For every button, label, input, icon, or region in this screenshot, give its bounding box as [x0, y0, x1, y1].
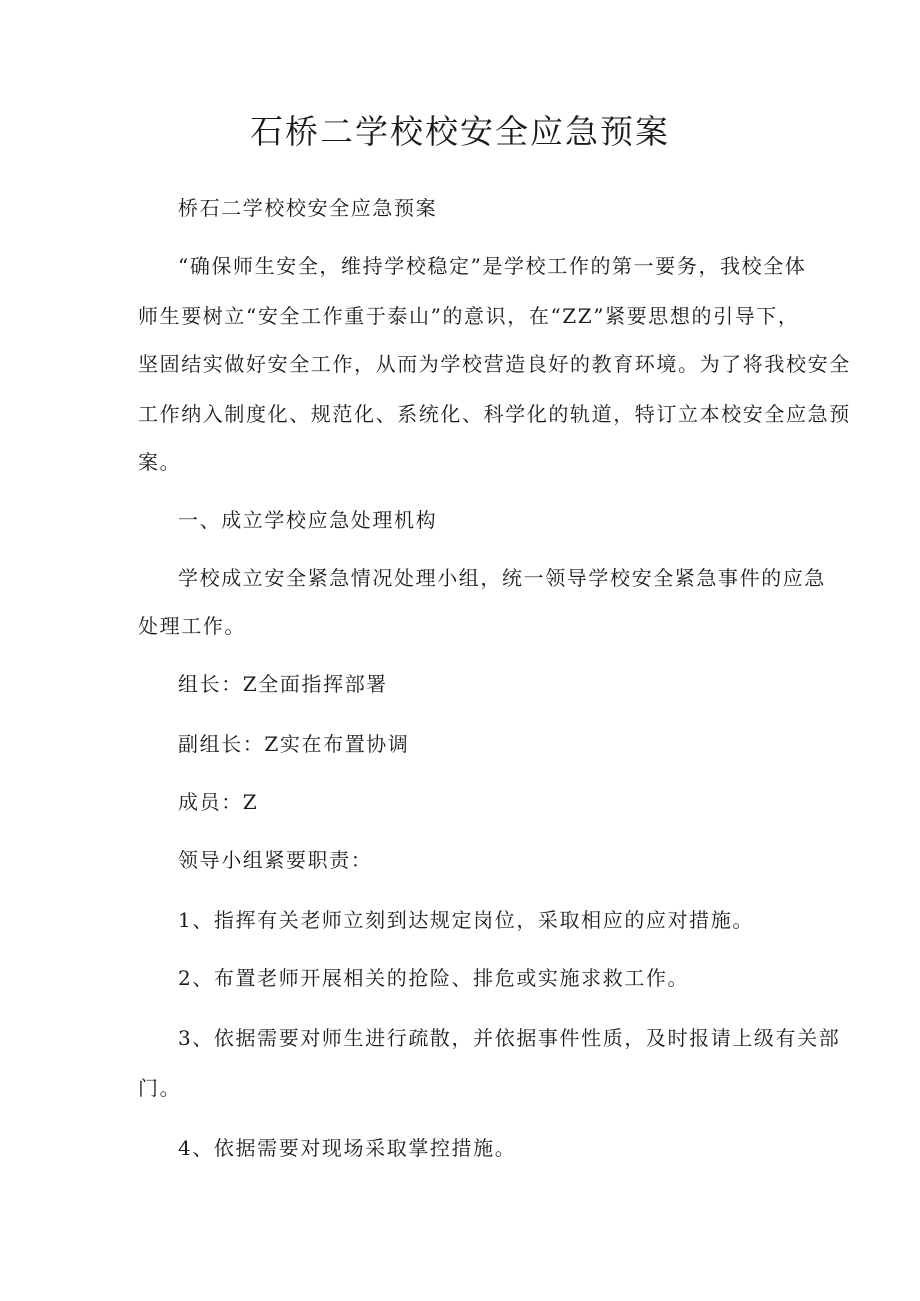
intro-line-1: “确保师生安全，维持学校稳定”是学校工作的第一要务，我校全体	[178, 254, 807, 278]
duty-item-3-line-1: 3、依据需要对师生进行疏散，并依据事件性质，及时报请上级有关部	[178, 1026, 841, 1050]
duty-item-4: 4、依据需要对现场采取掌控措施。	[178, 1136, 517, 1160]
intro-line-3: 坚固结实做好安全工作，从而为学校营造良好的教育环境。为了将我校安全	[138, 352, 851, 376]
section1-line-2: 处理工作。	[138, 614, 246, 638]
duty-item-2: 2、布置老师开展相关的抢险、排危或实施求救工作。	[178, 966, 690, 990]
intro-line-5: 案。	[138, 450, 182, 474]
leader-line: 组长：Z全面指挥部署	[178, 672, 388, 696]
intro-line-4: 工作纳入制度化、规范化、系统化、科学化的轨道，特订立本校安全应急预	[138, 402, 851, 426]
document-title: 石桥二学校校安全应急预案	[250, 112, 670, 151]
section1-line-1: 学校成立安全紧急情况处理小组，统一领导学校安全紧急事件的应急	[178, 566, 826, 590]
intro-line-2: 师生要树立“安全工作重于泰山”的意识，在“ZZ”紧要思想的引导下，	[138, 304, 800, 328]
duty-item-3-line-2: 门。	[138, 1076, 182, 1100]
members-line: 成员：Z	[178, 790, 259, 814]
document-subtitle: 桥石二学校校安全应急预案	[178, 196, 438, 220]
deputy-leader-line: 副组长：Z实在布置协调	[178, 732, 410, 756]
duty-item-1: 1、指挥有关老师立刻到达规定岗位，采取相应的应对措施。	[178, 908, 754, 932]
section1-heading: 一、成立学校应急处理机构	[178, 508, 438, 532]
duties-heading: 领导小组紧要职责：	[178, 848, 373, 872]
